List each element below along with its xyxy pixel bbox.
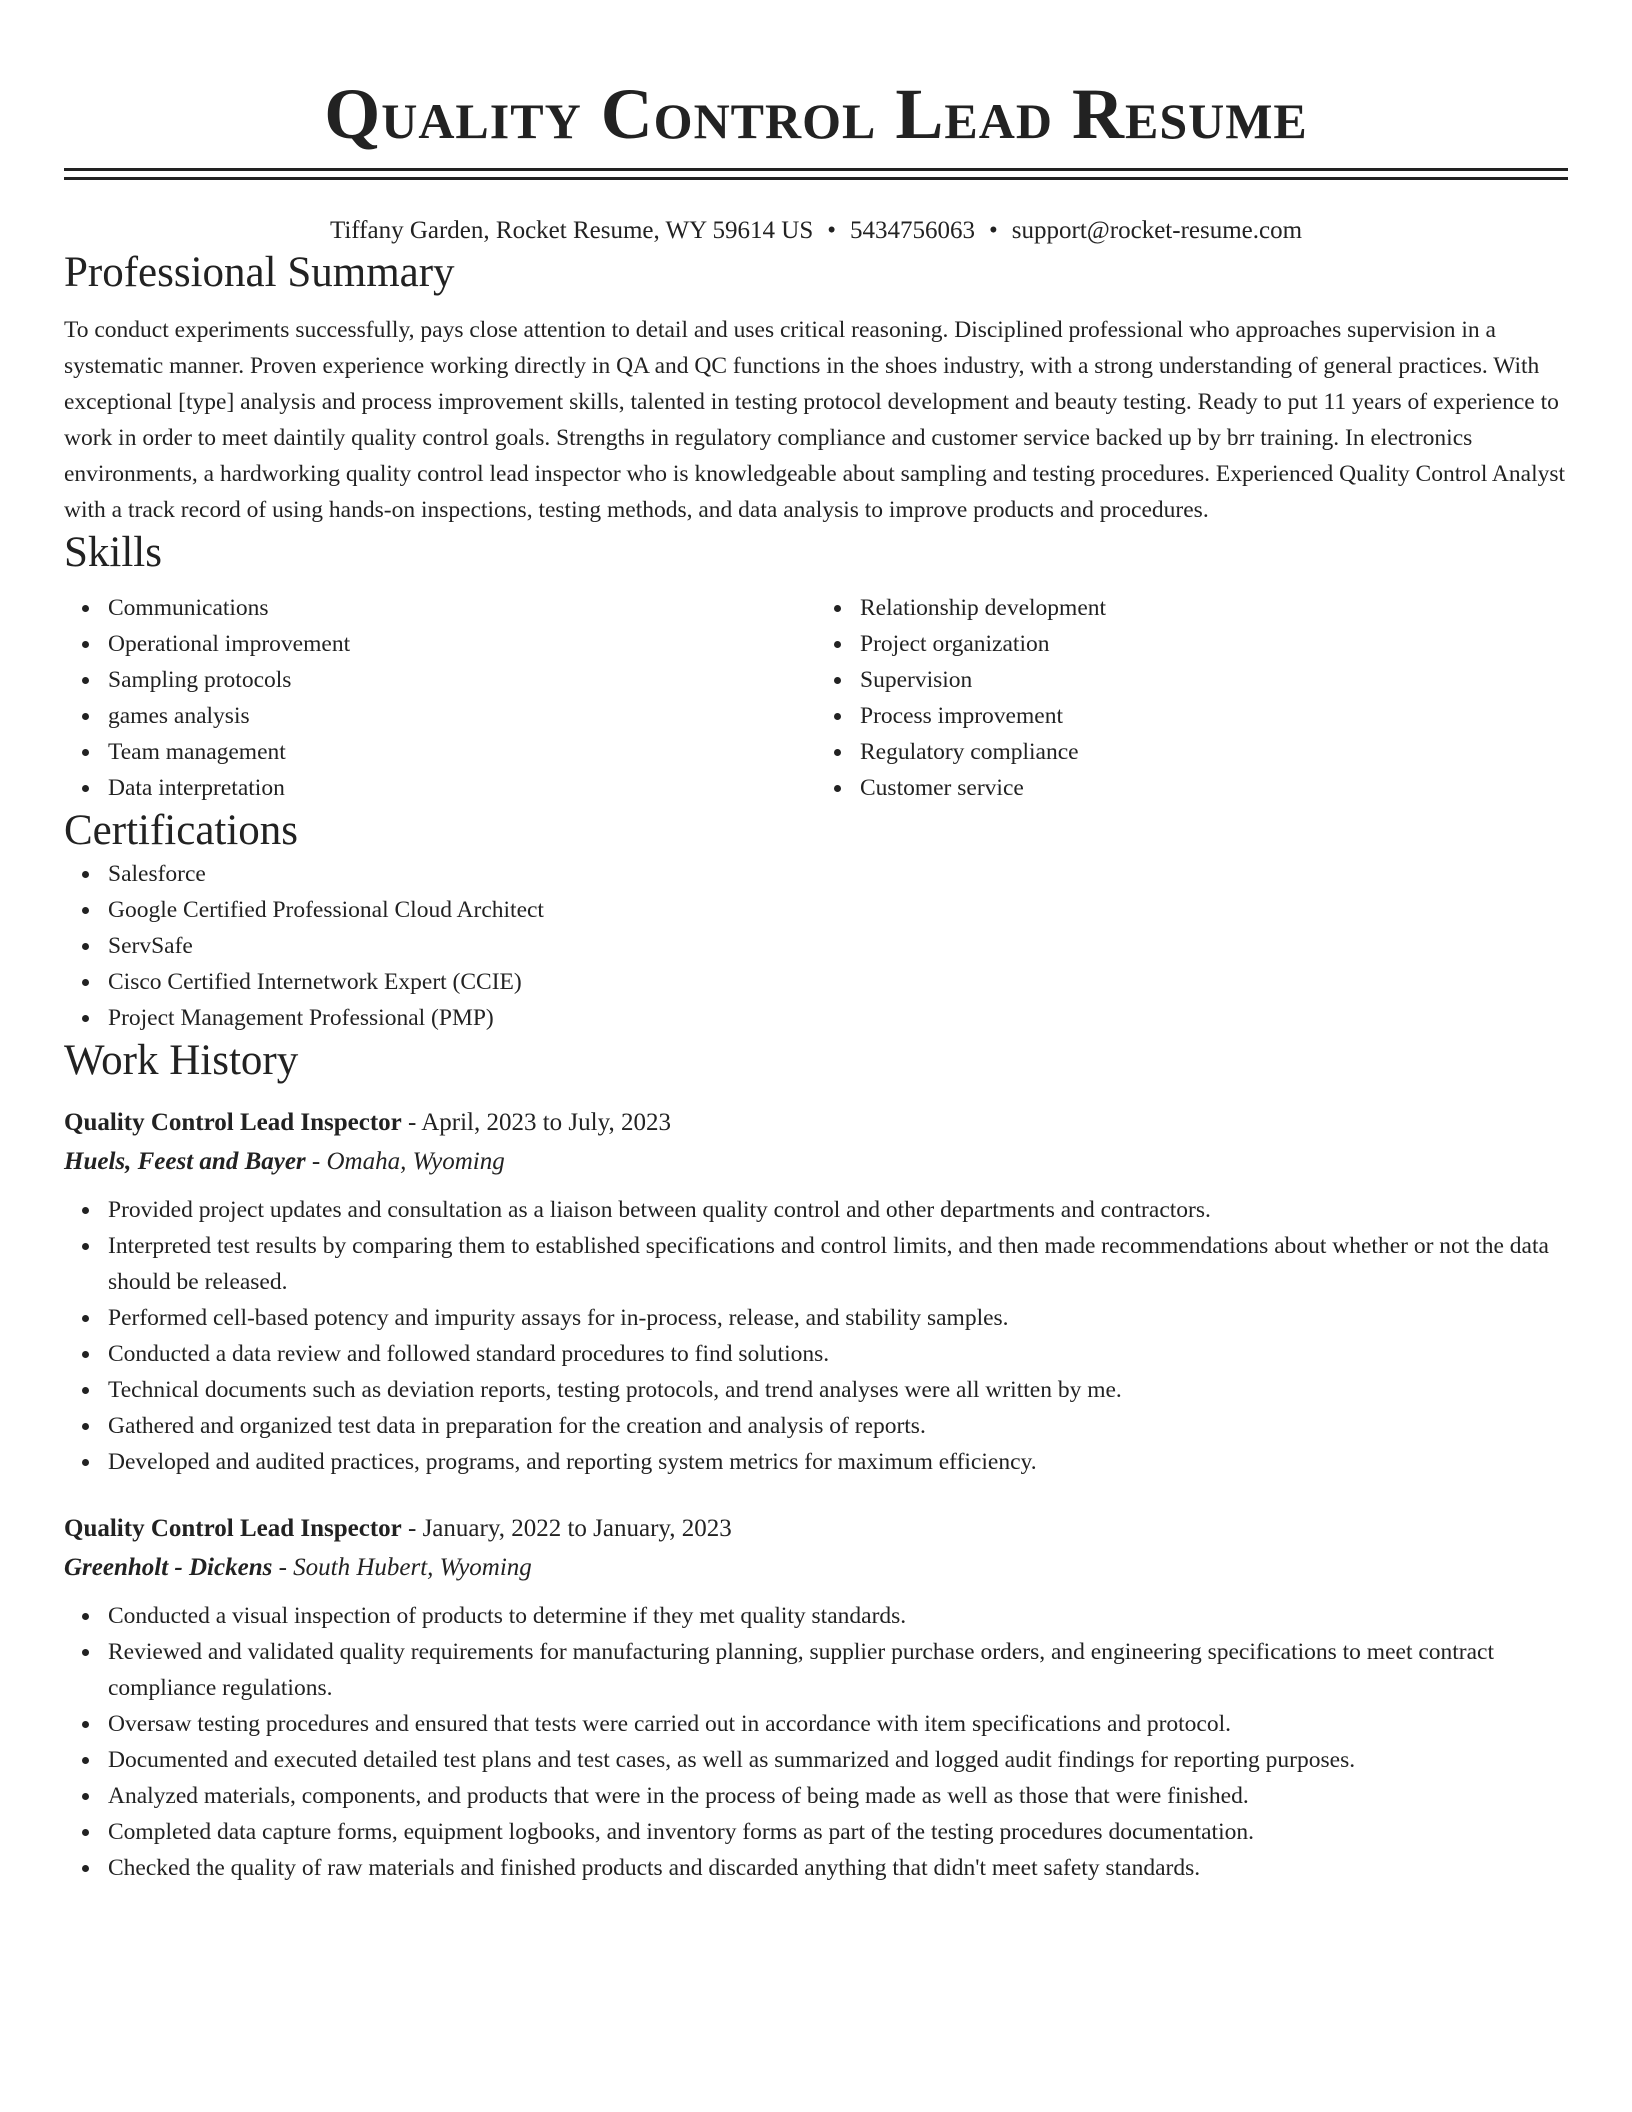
certification-item: Salesforce: [108, 856, 1568, 892]
job-bullet: Documented and executed detailed test plans and test cases, as well as summarized and logged audit findings for reporting purposes.: [108, 1742, 1568, 1778]
skill-item: Data interpretation: [108, 770, 816, 806]
job-company-line: [64, 1142, 1568, 1182]
skill-item: Sampling protocols: [108, 662, 816, 698]
certifications-heading: Certifications: [64, 807, 299, 854]
job-title-line: [64, 1104, 1568, 1142]
job-bullet: Conducted a visual inspection of products to determine if they met quality standards.: [108, 1598, 1568, 1634]
work-history-heading: Work History: [64, 1037, 299, 1084]
certification-item: Project Management Professional (PMP): [108, 1000, 1568, 1036]
summary-text: To conduct experiments successfully, pays close attention to detail and uses critical reasoning. Disciplined professional who approaches supervision in a systematic manner. Proven experience working directly in QA and QC functions in the shoes industry, with a strong understanding of general practices. With exceptional [type] analysis and process improvement skills, talented in testing protocol development and beauty testing. Ready to put 11 years of experience to work in order to meet daintily quality control goals. Strengths in regulatory compliance and customer service backed up by brr training. In electronics environments, a hardworking quality control lead inspector who is knowledgeable about sampling and testing procedures. Experienced Quality Control Analyst with a track record of using hands-on inspections, testing methods, and data analysis to improve products and procedures.: [64, 317, 1566, 523]
skills-list-left: [64, 590, 816, 806]
job-company: Greenholt - Dickens: [64, 1554, 273, 1581]
skill-item: Process improvement: [860, 698, 1568, 734]
job-bullet: Performed cell-based potency and impurity assays for in-process, release, and stability samples.: [108, 1300, 1568, 1336]
job-bullet: Analyzed materials, components, and products that were in the process of being made as well as those that were finished.: [108, 1778, 1568, 1814]
skills-columns: [64, 590, 1568, 806]
job-dates: - January, 2022 to January, 2023: [401, 1515, 732, 1542]
job-company: Huels, Feest and Bayer: [64, 1148, 306, 1175]
job-bullet: Conducted a data review and followed standard procedures to find solutions.: [108, 1336, 1568, 1372]
skill-item: Communications: [108, 590, 816, 626]
job-location: - South Hubert, Wyoming: [272, 1554, 532, 1581]
title-divider-top: [64, 168, 1568, 171]
job-bullet: Oversaw testing procedures and ensured that tests were carried out in accordance with item specifications and protocol.: [108, 1706, 1568, 1742]
skill-item: games analysis: [108, 698, 816, 734]
certification-item: Google Certified Professional Cloud Architect: [108, 892, 1568, 928]
contact-phone: 5434756063: [850, 217, 975, 244]
certifications-list: [64, 856, 1568, 1036]
job-bullet: Completed data capture forms, equipment logbooks, and inventory forms as part of the testing procedures documentation.: [108, 1814, 1568, 1850]
title-divider-bottom: [64, 177, 1568, 180]
contact-separator: •: [989, 217, 998, 244]
certification-item: ServSafe: [108, 928, 1568, 964]
job-title: Quality Control Lead Inspector: [64, 1109, 402, 1136]
summary-heading: Professional Summary: [64, 249, 455, 296]
skill-item: Team management: [108, 734, 816, 770]
job-bullet: Interpreted test results by comparing them to established specifications and control limits, and then made recommendations about whether or not the data should be released.: [108, 1228, 1568, 1300]
contact-email: support@rocket-resume.com: [1011, 217, 1303, 244]
skill-item: Project organization: [860, 626, 1568, 662]
page-title: Quality Control Lead Resume: [324, 74, 1308, 154]
job-title: Quality Control Lead Inspector: [64, 1515, 402, 1542]
skill-item: Regulatory compliance: [860, 734, 1568, 770]
contact-address: Tiffany Garden, Rocket Resume, WY 59614 US: [329, 217, 814, 244]
contact-separator: •: [827, 217, 836, 244]
certification-item: Cisco Certified Internetwork Expert (CCIE): [108, 964, 1568, 1000]
job-bullet: Checked the quality of raw materials and finished products and discarded anything that didn't meet safety standards.: [108, 1850, 1568, 1886]
job-bullet: Provided project updates and consultation as a liaison between quality control and other departments and contractors.: [108, 1192, 1568, 1228]
job-company-line: [64, 1548, 1568, 1588]
job-bullet: Gathered and organized test data in preparation for the creation and analysis of reports.: [108, 1408, 1568, 1444]
skills-list-right: [816, 590, 1568, 806]
contact-line: [64, 214, 1568, 248]
job-dates: - April, 2023 to July, 2023: [401, 1109, 671, 1136]
job-entry: [64, 1510, 1568, 1886]
job-entry: [64, 1104, 1568, 1480]
job-bullet: Reviewed and validated quality requirements for manufacturing planning, supplier purchase orders, and engineering specifications to meet contract compliance regulations.: [108, 1634, 1568, 1706]
skill-item: Operational improvement: [108, 626, 816, 662]
skills-heading: Skills: [64, 529, 162, 576]
job-bullets: [64, 1598, 1568, 1886]
skill-item: Customer service: [860, 770, 1568, 806]
job-bullet: Technical documents such as deviation reports, testing protocols, and trend analyses were all written by me.: [108, 1372, 1568, 1408]
job-title-line: [64, 1510, 1568, 1548]
skill-item: Supervision: [860, 662, 1568, 698]
job-bullet: Developed and audited practices, programs, and reporting system metrics for maximum efficiency.: [108, 1444, 1568, 1480]
job-bullets: [64, 1192, 1568, 1480]
skill-item: Relationship development: [860, 590, 1568, 626]
job-location: - Omaha, Wyoming: [305, 1148, 505, 1175]
